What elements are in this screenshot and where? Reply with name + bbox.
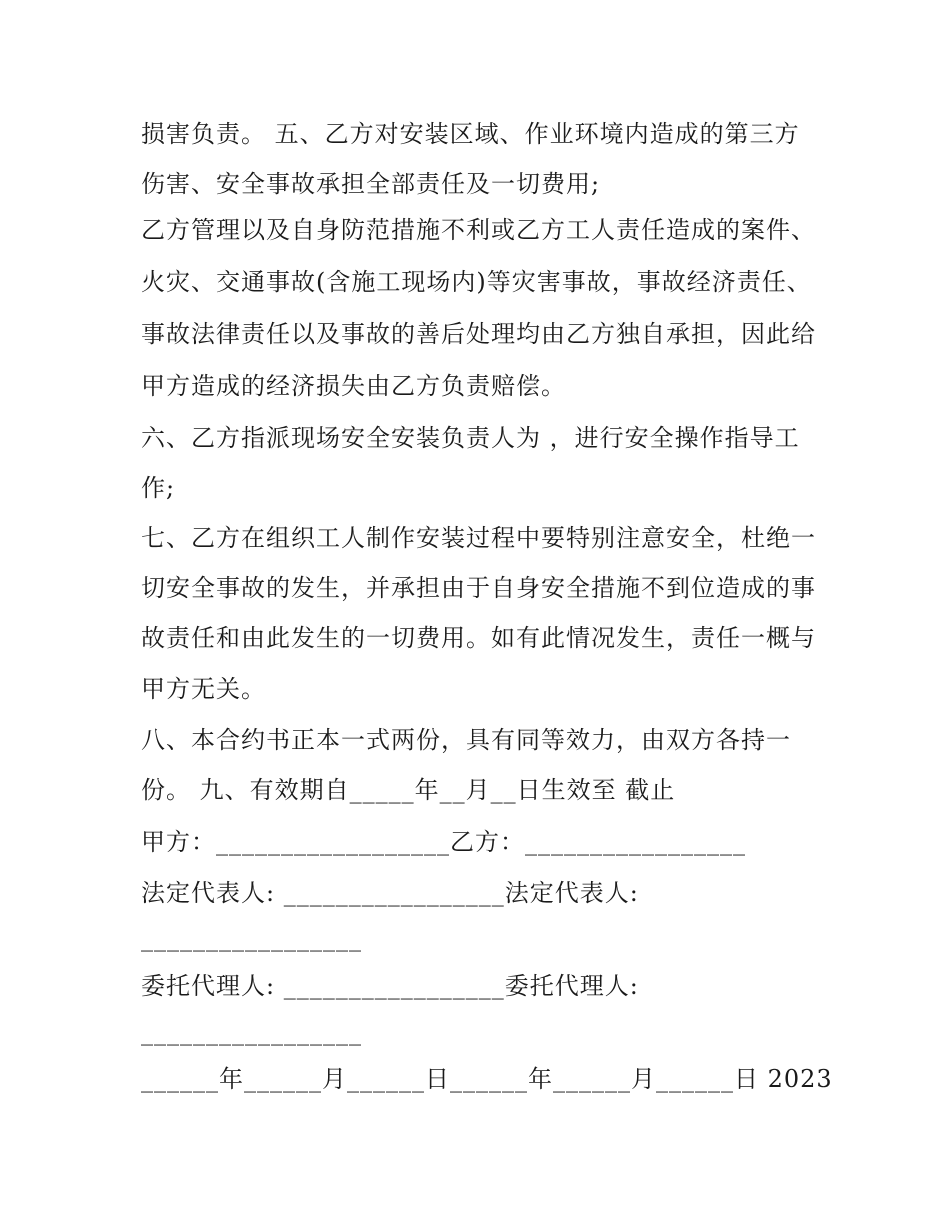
text-line-2: 伤害、安全事故承担全部责任及一切费用;: [141, 170, 601, 198]
text-line-3: 乙方管理以及自身防范措施不利或乙方工人责任造成的案件、: [141, 216, 816, 244]
signature-line-agent: 委托代理人: _________________委托代理人:: [141, 972, 639, 1000]
text-line-8: 作;: [141, 474, 176, 502]
text-line-12: 甲方无关。: [141, 675, 266, 703]
text-line-1: 损害负责。 五、乙方对安装区域、作业环境内造成的第三方: [141, 120, 800, 148]
signature-line-parties: 甲方：__________________乙方：_________________: [141, 828, 746, 856]
text-line-4: 火灾、交通事故(含施工现场内)等灾害事故，事故经济责任、: [141, 268, 812, 296]
signature-blank-legal-rep: _________________: [141, 924, 362, 952]
text-line-13: 八、本合约书正本一式两份，具有同等效力，由双方各持一: [141, 726, 791, 754]
text-line-7: 六、乙方指派现场安全安装负责人为 ，进行安全操作指导工: [141, 424, 800, 452]
signature-blank-agent: _________________: [141, 1018, 362, 1046]
text-line-11: 故责任和由此发生的一切费用。如有此情况发生，责任一概与: [141, 624, 816, 652]
date-line: ______年______月______日______年______月______日 2023: [141, 1065, 833, 1093]
text-line-5: 事故法律责任以及事故的善后处理均由乙方独自承担，因此给: [141, 320, 816, 348]
text-line-10: 切安全事故的发生，并承担由于自身安全措施不到位造成的事: [141, 574, 816, 602]
text-line-14: 份。 九、有效期自_____年__月__日生效至 截止: [141, 776, 676, 804]
signature-line-legal-rep: 法定代表人: _________________法定代表人:: [141, 879, 639, 907]
text-line-9: 七、乙方在组织工人制作安装过程中要特别注意安全，杜绝一: [141, 524, 816, 552]
text-line-6: 甲方造成的经济损失由乙方负责赔偿。: [141, 372, 566, 400]
